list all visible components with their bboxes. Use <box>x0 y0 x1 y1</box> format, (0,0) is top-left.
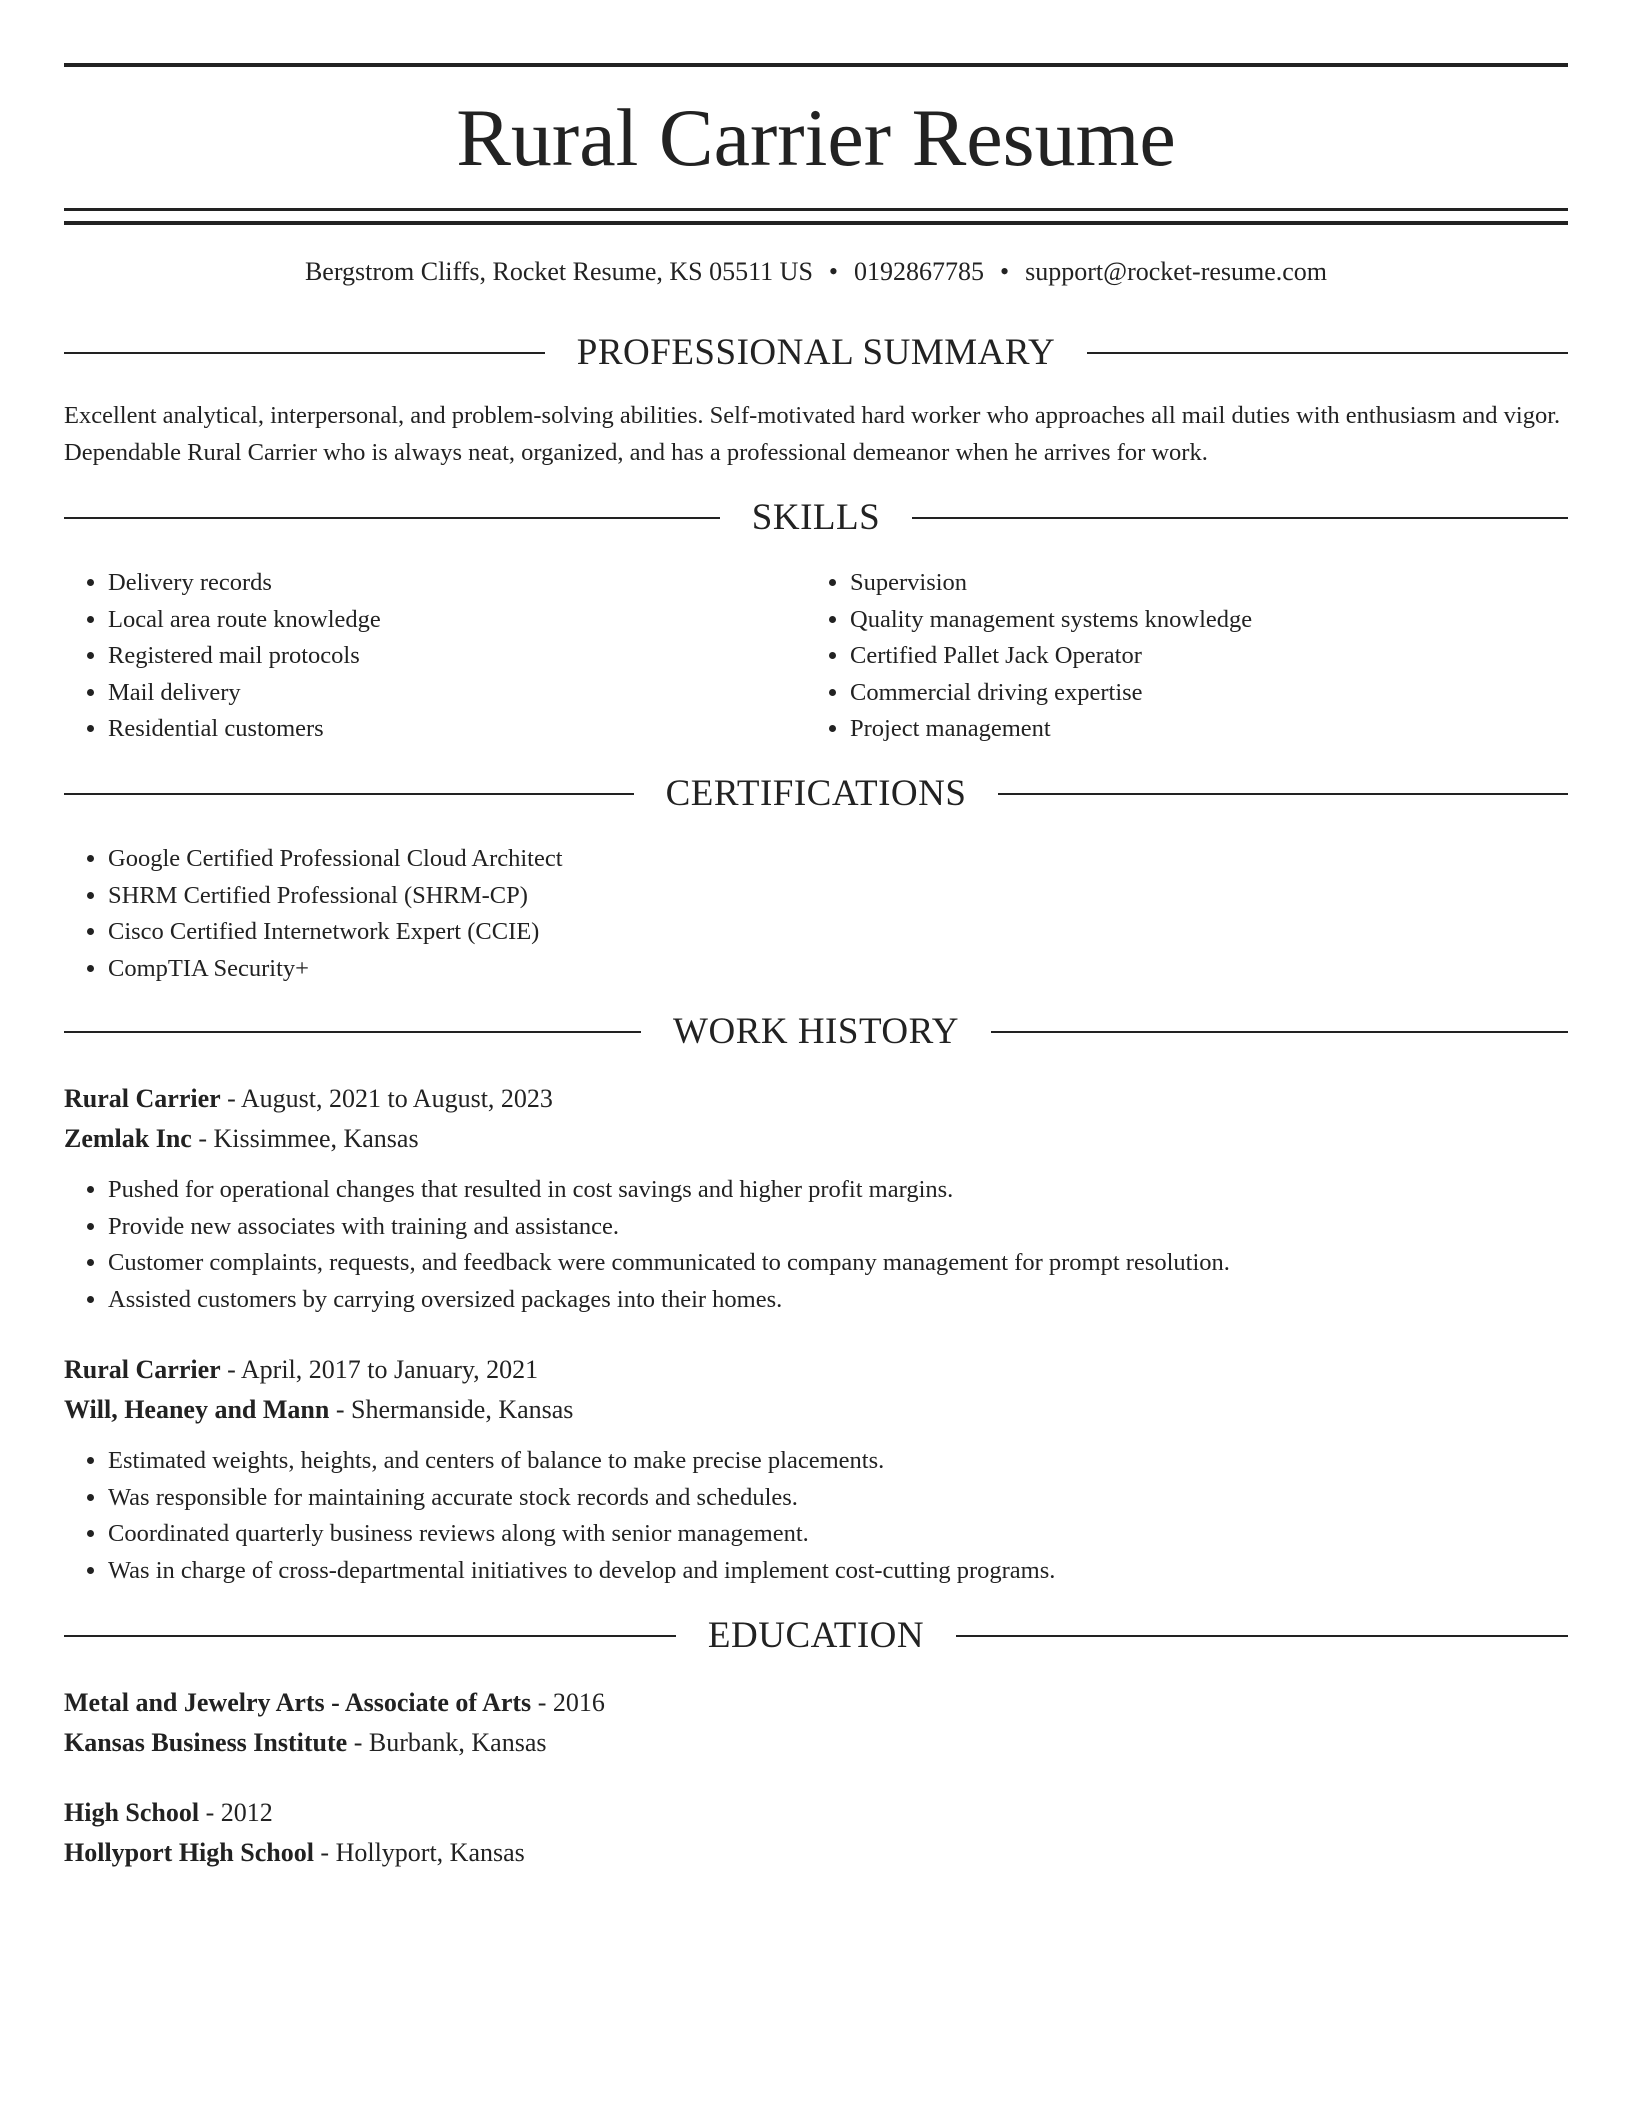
heading-rule <box>998 793 1568 795</box>
heading-rule <box>64 352 545 354</box>
job-company-line <box>64 1119 1568 1159</box>
education-degree: Metal and Jewelry Arts - Associate of Arts <box>64 1688 532 1717</box>
skill-item: • Supervision <box>850 565 1590 602</box>
contact-separator: • <box>828 257 839 286</box>
education-school-line <box>64 1833 1568 1873</box>
education-school-line <box>64 1723 1568 1763</box>
education-degree-line <box>64 1793 1568 1833</box>
education-school: Kansas Business Institute <box>64 1728 348 1757</box>
job-bullets <box>64 1443 1588 1589</box>
job-title: Rural Carrier <box>64 1355 221 1384</box>
job-dates: - August, 2021 to August, 2023 <box>220 1084 553 1113</box>
job-bullet: • Was in charge of cross-departmental initiatives to develop and implement cost-cutting programs. <box>108 1553 1588 1590</box>
education-year: - 2016 <box>531 1688 605 1717</box>
certifications-heading-label: CERTIFICATIONS <box>665 773 967 814</box>
job-location: - Kissimmee, Kansas <box>191 1124 419 1153</box>
job-bullet: • Customer complaints, requests, and feedback were communicated to company management for prompt resolution. <box>108 1245 1588 1282</box>
heading-rule <box>64 517 720 519</box>
education-school: Hollyport High School <box>64 1838 314 1867</box>
job-bullet: • Provide new associates with training and assistance. <box>108 1209 1588 1246</box>
top-rule <box>64 63 1568 67</box>
title-double-rule <box>64 208 1568 225</box>
job-entry <box>64 1079 1568 1159</box>
skills-list-left <box>64 565 808 748</box>
certification-item: • Google Certified Professional Cloud Architect <box>108 841 1508 878</box>
skill-item: • Project management <box>850 711 1590 748</box>
job-bullet: • Coordinated quarterly business reviews along with senior management. <box>108 1516 1588 1553</box>
contact-phone: 0192867785 <box>854 257 985 286</box>
education-location: - Hollyport, Kansas <box>313 1838 525 1867</box>
summary-heading <box>64 331 1568 375</box>
skill-item: • Registered mail protocols <box>108 638 808 675</box>
certification-item: • CompTIA Security+ <box>108 951 1508 988</box>
job-company-line <box>64 1390 1568 1430</box>
skill-item: • Commercial driving expertise <box>850 675 1590 712</box>
summary-heading-label: PROFESSIONAL SUMMARY <box>576 332 1056 373</box>
job-title-line <box>64 1350 1568 1390</box>
job-bullet: • Was responsible for maintaining accurate stock records and schedules. <box>108 1480 1588 1517</box>
heading-rule <box>1087 352 1568 354</box>
work-history-heading-label: WORK HISTORY <box>673 1011 959 1052</box>
education-degree-line <box>64 1683 1568 1723</box>
skill-item: • Quality management systems knowledge <box>850 602 1590 639</box>
summary-text: Excellent analytical, interpersonal, and problem-solving abilities. Self-motivated hard worker who approaches all mail duties with enthusiasm and vigor. Dependable Rural Carrier who is always neat, organized, and has a professional demeanor when he arrives for work. <box>64 402 1561 466</box>
resume-title: Rural Carrier Resume <box>456 92 1176 183</box>
education-entry <box>64 1683 1568 1763</box>
job-bullet: • Assisted customers by carrying oversized packages into their homes. <box>108 1282 1588 1319</box>
contact-email: support@rocket-resume.com <box>1025 257 1328 286</box>
skills-heading-label: SKILLS <box>751 497 881 538</box>
education-heading <box>64 1614 1568 1658</box>
contact-address: Bergstrom Cliffs, Rocket Resume, KS 05511 US <box>304 257 813 286</box>
skills-heading <box>64 496 1568 540</box>
contact-separator: • <box>1000 257 1010 286</box>
certification-item: • SHRM Certified Professional (SHRM-CP) <box>108 878 1508 915</box>
education-year: - 2012 <box>199 1798 273 1827</box>
skill-item: • Residential customers <box>108 711 808 748</box>
job-bullet: • Pushed for operational changes that resulted in cost savings and higher profit margins. <box>108 1172 1588 1209</box>
education-heading-label: EDUCATION <box>707 1615 925 1656</box>
heading-rule <box>912 517 1568 519</box>
education-location: - Burbank, Kansas <box>347 1728 547 1757</box>
heading-rule <box>64 1635 676 1637</box>
certification-item: • Cisco Certified Internetwork Expert (CCIE) <box>108 914 1508 951</box>
heading-rule <box>64 1031 641 1033</box>
skill-item: • Mail delivery <box>108 675 808 712</box>
heading-rule <box>64 793 634 795</box>
heading-rule <box>991 1031 1568 1033</box>
job-location: - Shermanside, Kansas <box>329 1395 574 1424</box>
skill-item: • Certified Pallet Jack Operator <box>850 638 1590 675</box>
job-title: Rural Carrier <box>64 1084 221 1113</box>
education-degree: High School <box>64 1798 200 1827</box>
job-company: Zemlak Inc <box>64 1124 192 1153</box>
skill-item: • Delivery records <box>108 565 808 602</box>
job-bullet: • Estimated weights, heights, and centers of balance to make precise placements. <box>108 1443 1588 1480</box>
job-bullets <box>64 1172 1588 1318</box>
job-company: Will, Heaney and Mann <box>64 1395 330 1424</box>
certifications-heading <box>64 772 1568 816</box>
work-history-heading <box>64 1010 1568 1054</box>
job-entry <box>64 1350 1568 1430</box>
skills-list-right <box>806 565 1590 748</box>
contact-line <box>64 254 1568 290</box>
heading-rule <box>956 1635 1568 1637</box>
job-dates: - April, 2017 to January, 2021 <box>220 1355 539 1384</box>
education-entry <box>64 1793 1568 1873</box>
certifications-list <box>64 841 1508 987</box>
skill-item: • Local area route knowledge <box>108 602 808 639</box>
job-title-line <box>64 1079 1568 1119</box>
